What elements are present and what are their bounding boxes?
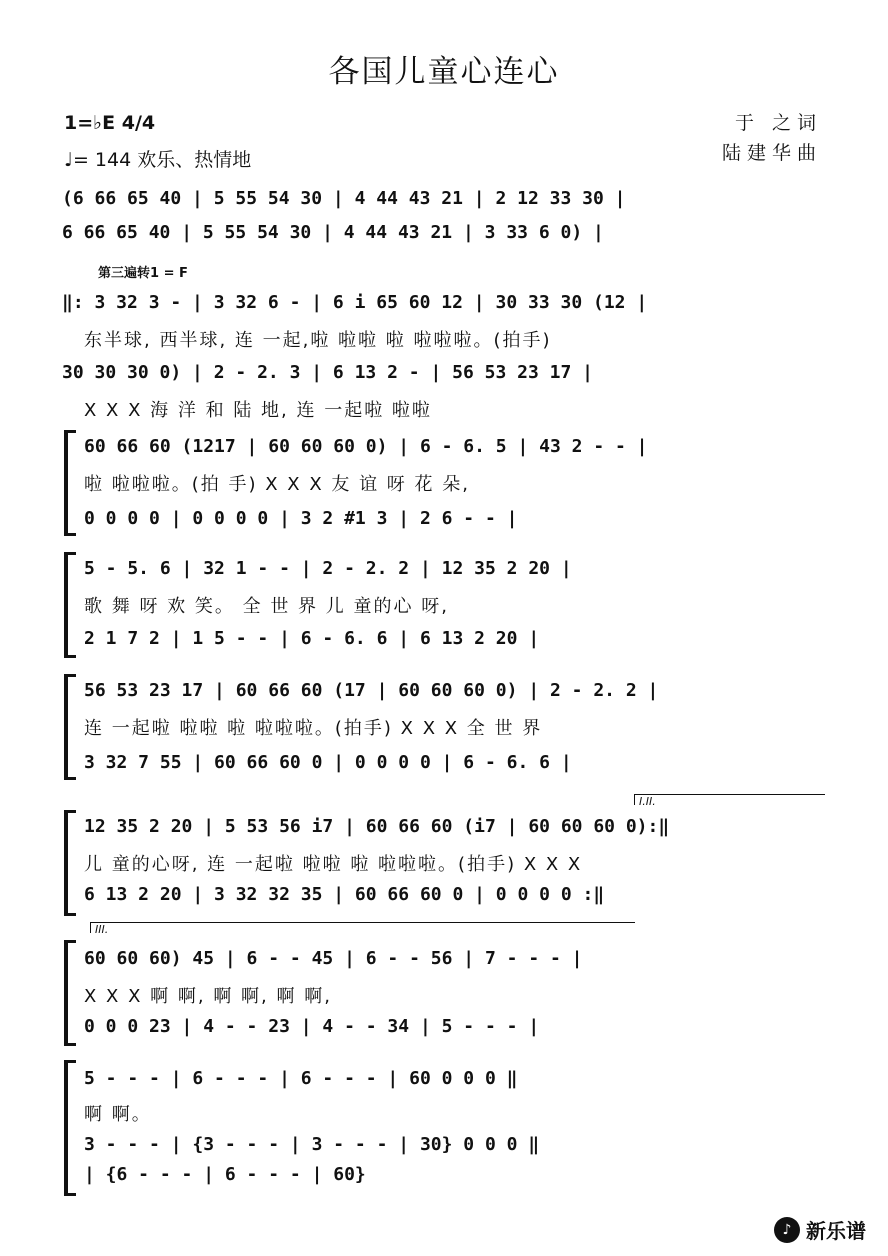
system-brace	[64, 1060, 76, 1196]
volta-bracket-3: III.	[90, 922, 635, 933]
notation-line: 60 60 60) 45 | 6 - - 45 | 6 - - 56 | 7 - - - |	[84, 948, 583, 969]
logo-text: 新乐谱	[806, 1219, 866, 1243]
system-brace	[64, 552, 76, 658]
notation-line: ‖: 3 32 3 - | 3 32 6 - | 6 i 65 60 12 | 30 33 30 (12 |	[62, 292, 648, 313]
site-logo	[774, 1215, 866, 1244]
notation-line: 60 66 60 (1217 | 60 60 60 0) | 6 - 6. 5 | 43 2 - - |	[84, 436, 648, 457]
music-disc-icon: ♪	[774, 1217, 800, 1243]
notation-line: 6 13 2 20 | 3 32 32 35 | 60 66 60 0 | 0 0 0 0 :‖	[84, 884, 605, 905]
time-signature: 4/4	[121, 112, 156, 134]
tempo-marking: ♩= 144 欢乐、热情地	[64, 149, 252, 171]
notation-line: 0 0 0 23 | 4 - - 23 | 4 - - 34 | 5 - - - |	[84, 1016, 540, 1037]
system-brace	[64, 940, 76, 1046]
lyric-line: 啦 啦啦啦。(拍 手) X X X 友 谊 呀 花 朵,	[84, 474, 470, 495]
system-brace	[64, 810, 76, 916]
notation-line: 0 0 0 0 | 0 0 0 0 | 3 2 #1 3 | 2 6 - - |	[84, 508, 518, 529]
lyric-line: 啊 啊。	[84, 1104, 152, 1125]
lyric-line: X X X 啊 啊, 啊 啊, 啊 啊,	[84, 986, 332, 1007]
lyric-line: 歌 舞 呀 欢 笑。 全 世 界 儿 童的心 呀,	[84, 596, 449, 617]
lyric-line: 连 一起啦 啦啦 啦 啦啦啦。(拍手) X X X 全 世 界	[84, 718, 543, 739]
notation-line: 12 35 2 20 | 5 53 56 i7 | 60 66 60 (i7 | 60 60 60 0):‖	[84, 816, 670, 837]
key-signature: 1=♭E 4/4	[64, 112, 156, 134]
notation-line: 3 32 7 55 | 60 66 60 0 | 0 0 0 0 | 6 - 6. 6 |	[84, 752, 572, 773]
notation-line: 2 1 7 2 | 1 5 - - | 6 - 6. 6 | 6 13 2 20 |	[84, 628, 540, 649]
notation-line: 5 - 5. 6 | 32 1 - - | 2 - 2. 2 | 12 35 2 20 |	[84, 558, 572, 579]
lyric-line: X X X 海 洋 和 陆 地, 连 一起啦 啦啦	[84, 400, 432, 421]
system-brace	[64, 430, 76, 536]
modulation-annotation: 第三遍转1 = F	[98, 266, 188, 281]
lyric-line: 东半球, 西半球, 连 一起,啦 啦啦 啦 啦啦啦。(拍手)	[84, 330, 552, 351]
notation-line: 3 - - - | {3 - - - | 3 - - - | 30} 0 0 0 ‖	[84, 1134, 540, 1155]
lyric-line: 儿 童的心呀, 连 一起啦 啦啦 啦 啦啦啦。(拍手) X X X	[84, 854, 583, 875]
volta-bracket-1-2: I.II.	[634, 794, 825, 805]
lyricist: 于 之词	[734, 112, 822, 134]
system-brace	[64, 674, 76, 780]
notation-line: 5 - - - | 6 - - - | 6 - - - | 60 0 0 0 ‖	[84, 1068, 518, 1089]
notation-line: | {6 - - - | 6 - - - | 60}	[84, 1164, 366, 1185]
notation-line: 6 66 65 40 | 5 55 54 30 | 4 44 43 21 | 3 33 6 0) |	[62, 222, 604, 243]
composer: 陆建华曲	[721, 142, 822, 164]
notation-line: 56 53 23 17 | 60 66 60 (17 | 60 60 60 0) | 2 - 2. 2 |	[84, 680, 659, 701]
notation-line: (6 66 65 40 | 5 55 54 30 | 4 44 43 21 | 2 12 33 30 |	[62, 188, 626, 209]
notation-line: 30 30 30 0) | 2 - 2. 3 | 6 13 2 - | 56 53 23 17 |	[62, 362, 594, 383]
song-title: 各国儿童心连心	[328, 54, 560, 90]
